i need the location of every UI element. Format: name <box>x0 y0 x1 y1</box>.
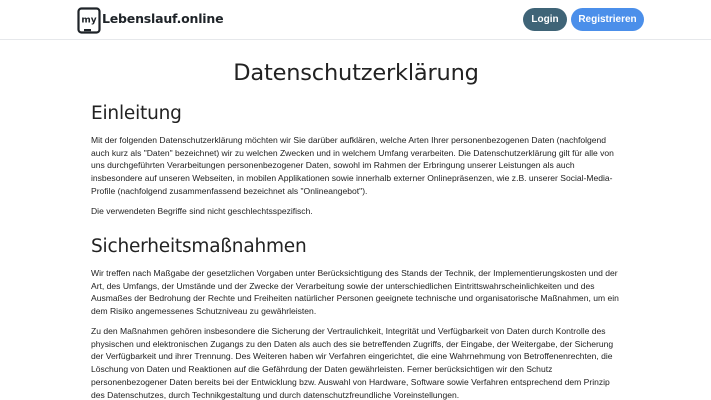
security-paragraph-2: Zu den Maßnahmen gehören insbesondere die Sicherung der Vertraulichkeit, Integrität und Verfügbarkeit von Daten durch Kontrolle des physischen und elektronischen Zugangs zu den Daten als auch des sie betreffenden Zugriffs, der Eingabe, der Weitergabe, der Sicherung der Verfügbarkeit und ihrer Trennung. Des Weiteren haben wir Verfahren eingerichtet, die eine Wahrnehmung von Betroffenenrechten, die Löschung von Daten und Reaktionen auf die Gefährdung der Daten gewährleisten. Ferner berücksichtigen wir den Schutz personenbezogener Daten bereits bei der Entwicklung bzw. Auswahl von Hardware, Software sowie Verfahren entsprechend dem Prinzip des Datenschutzes, durch Technikgestaltung und durch datenschutzfreundliche Voreinstellungen. <box>91 326 614 400</box>
security-paragraph-1: Wir treffen nach Maßgabe der gesetzlichen Vorgaben unter Berücksichtigung des Stands der Technik, der Implementierungskosten und der Art, des Umfangs, der Umstände und der Zwecke der Verarbeitung sowie der unterschiedlichen Eintrittswahrscheinlichkeiten und des Ausmaßes der Bedrohung der Rechte und Freiheiten natürlicher Personen geeignete technische und organisatorische Maßnahmen, um ein dem Risiko angemessenes Schutzniveau zu gewährleisten. <box>91 268 619 317</box>
section-heading-introduction: Einleitung <box>91 103 182 124</box>
page-title: Datenschutzerklärung <box>233 60 479 86</box>
site-header <box>0 0 711 40</box>
logo-prefix: my <box>81 15 97 25</box>
intro-paragraph: Mit der folgenden Datenschutzerklärung möchten wir Sie darüber aufklären, welche Arten Ihrer personenbezogenen Daten (nachfolgend auch kurz als "Daten" bezeichnet) wir zu welchen Zwecken und in welchem Umfang verarbeiten. Die Datenschutzerklärung gilt für alle von uns durchgeführten Verarbeitungen personenbezogener Daten, sowohl im Rahmen der Erbringung unserer Leistungen als auch insbesondere auf unseren Webseiten, in mobilen Applikationen sowie innerhalb externer Onlinepräsenzen, wie z.B. unserer Social-Media-Profile (nachfolgend zusammenfassend bezeichnet als "Onlineangebot"). <box>91 135 614 196</box>
section-heading-security: Sicherheitsmaßnahmen <box>91 236 307 257</box>
login-button[interactable]: Login <box>523 8 567 31</box>
site-logo[interactable] <box>77 6 223 34</box>
intro-note-paragraph: Die verwendeten Begriffe sind nicht geschlechtsspezifisch. <box>91 206 313 216</box>
document-logo-icon <box>77 7 101 34</box>
logo-text: Lebenslauf.online <box>102 10 224 26</box>
register-button[interactable]: Registrieren <box>571 8 644 31</box>
